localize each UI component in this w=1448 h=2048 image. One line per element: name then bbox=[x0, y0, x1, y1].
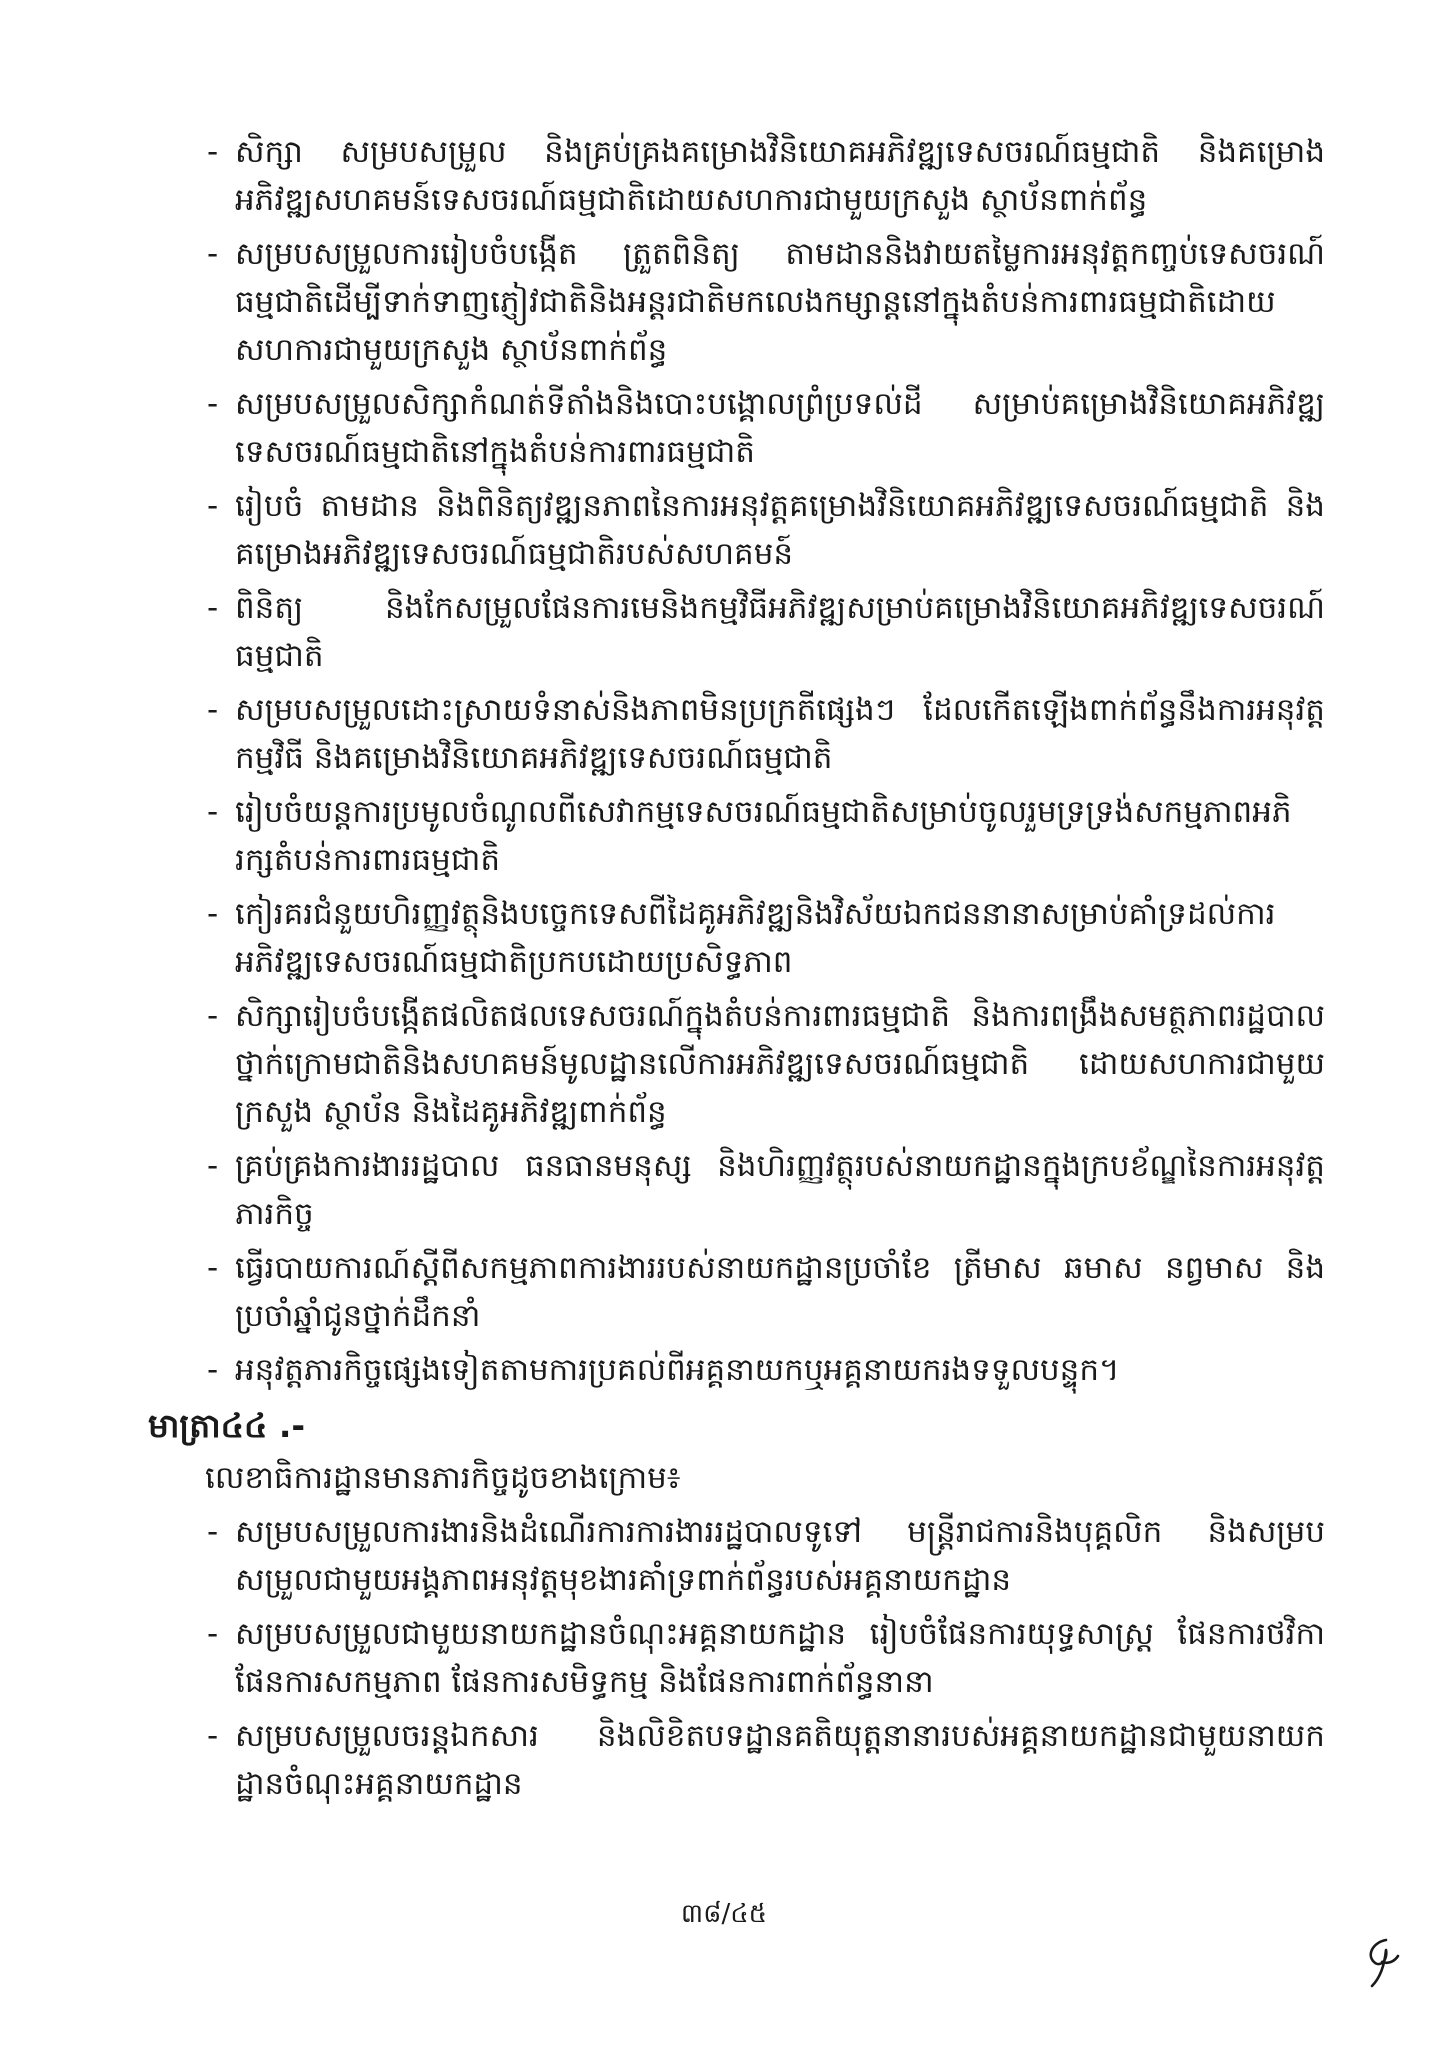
list-item: - រៀបចំយន្តការប្រមូលចំណូលពីសេវាកម្មទេសចរណ៍ធម្មជាតិសម្រាប់ចូលរួមទ្រទ្រង់សកម្មភាពអភិរក្សតំបន់ការពារធម្មជាតិ bbox=[205, 788, 1325, 884]
bullet-list-article bbox=[205, 1508, 1325, 1808]
list-item: - សម្របសម្រួលសិក្សាកំណត់ទីតាំងនិងបោះបង្គោលព្រំប្រទល់ដី សម្រាប់គម្រោងវិនិយោគអភិវឌ្ឍទេសចរណ៍ធម្មជាតិនៅក្នុងតំបន់ការពារធម្មជាតិ bbox=[205, 380, 1325, 476]
list-item: - សម្របសម្រួលជាមួយនាយកដ្ឋានចំណុះអគ្គនាយកដ្ឋាន រៀបចំផែនការយុទ្ធសាស្ត្រ ផែនការថវិកា ផែនការសកម្មភាព ផែនការសមិទ្ធកម្ម និងផែនការពាក់ព័ន្ធនានា bbox=[205, 1610, 1325, 1706]
list-item: - កៀរគរជំនួយហិរញ្ញវត្ថុនិងបច្ចេកទេសពីដៃគូអភិវឌ្ឍនិងវិស័យឯកជននានាសម្រាប់គាំទ្រដល់ការអភិវឌ្ឍទេសចរណ៍ធម្មជាតិប្រកបដោយប្រសិទ្ធភាព bbox=[205, 890, 1325, 986]
document-body bbox=[148, 128, 1325, 1814]
list-item: - ធ្វើរបាយការណ៍ស្ដីពីសកម្មភាពការងាររបស់នាយកដ្ឋានប្រចាំខែ ត្រីមាស ឆមាស នព្វមាស និងប្រចាំឆ្នាំជូនថ្នាក់ដឹកនាំ bbox=[205, 1244, 1325, 1340]
list-item: - សម្របសម្រួលការរៀបចំបង្កើត ត្រួតពិនិត្យ តាមដាននិងវាយតម្លៃការអនុវត្តកញ្ចប់ទេសចរណ៍ធម្មជាតិដើម្បីទាក់ទាញភ្ញៀវជាតិនិងអន្តរជាតិមកលេងកម្សាន្តនៅក្នុងតំបន់ការពារធម្មជាតិដោយសហការជាមួយក្រសួង ស្ថាប័នពាក់ព័ន្ធ bbox=[205, 230, 1325, 374]
list-item: - សិក្សា សម្របសម្រួល និងគ្រប់គ្រងគម្រោងវិនិយោគអភិវឌ្ឍទេសចរណ៍ធម្មជាតិ និងគម្រោងអភិវឌ្ឍសហគមន៍ទេសចរណ៍ធម្មជាតិដោយសហការជាមួយក្រសួង ស្ថាប័នពាក់ព័ន្ធ bbox=[205, 128, 1325, 224]
list-item: - គ្រប់គ្រងការងាររដ្ឋបាល ធនធានមនុស្ស និងហិរញ្ញវត្ថុរបស់នាយកដ្ឋានក្នុងក្របខ័ណ្ឌនៃការអនុវត្តភារកិច្ច bbox=[205, 1142, 1325, 1238]
list-item: - ពិនិត្យ និងកែសម្រួលផែនការមេនិងកម្មវិធីអភិវឌ្ឍសម្រាប់គម្រោងវិនិយោគអភិវឌ្ឍទេសចរណ៍ធម្មជាតិ bbox=[205, 584, 1325, 680]
list-item: - សិក្សារៀបចំបង្កើតផលិតផលទេសចរណ៍ក្នុងតំបន់ការពារធម្មជាតិ និងការពង្រឹងសមត្ថភាពរដ្ឋបាលថ្នាក់ក្រោមជាតិនិងសហគមន៍មូលដ្ឋានលើការអភិវឌ្ឍទេសចរណ៍ធម្មជាតិ ដោយសហការជាមួយក្រសួង ស្ថាប័ន និងដៃគូអភិវឌ្ឍពាក់ព័ន្ធ bbox=[205, 992, 1325, 1136]
list-item: - សម្របសម្រួលដោះស្រាយទំនាស់និងភាពមិនប្រក្រតីផ្សេងៗ ដែលកើតឡើងពាក់ព័ន្ធនឹងការអនុវត្តកម្មវិធី និងគម្រោងវិនិយោគអភិវឌ្ឍទេសចរណ៍ធម្មជាតិ bbox=[205, 686, 1325, 782]
list-item: - សម្របសម្រួលការងារនិងដំណើរការការងាររដ្ឋបាលទូទៅ មន្ត្រីរាជការនិងបុគ្គលិក និងសម្របសម្រួលជាមួយអង្គភាពអនុវត្តមុខងារគាំទ្រពាក់ព័ន្ធរបស់អគ្គនាយកដ្ឋាន bbox=[205, 1508, 1325, 1604]
handwritten-initial-icon bbox=[1356, 1932, 1404, 1992]
list-item: - សម្របសម្រួលចរន្តឯកសារ និងលិខិតបទដ្ឋានគតិយុត្តនានារបស់អគ្គនាយកដ្ឋានជាមួយនាយកដ្ឋានចំណុះអគ្គនាយកដ្ឋាន bbox=[205, 1712, 1325, 1808]
article-intro: លេខាធិការដ្ឋានមានភារកិច្ចដូចខាងក្រោម៖ bbox=[205, 1460, 681, 1496]
article-heading: មាត្រា៤៤ .- bbox=[148, 1406, 306, 1445]
bullet-list-section1 bbox=[205, 128, 1325, 1394]
list-item: - រៀបចំ តាមដាន និងពិនិត្យវឌ្ឍនភាពនៃការអនុវត្តគម្រោងវិនិយោគអភិវឌ្ឍទេសចរណ៍ធម្មជាតិ និងគម្រោងអភិវឌ្ឍទេសចរណ៍ធម្មជាតិរបស់សហគមន៍ bbox=[205, 482, 1325, 578]
list-item: - អនុវត្តភារកិច្ចផ្សេងទៀតតាមការប្រគល់ពីអគ្គនាយកឬអគ្គនាយករងទទួលបន្ទុក។ bbox=[205, 1346, 1325, 1394]
page-number: ៣៨/៤៥ bbox=[680, 1899, 768, 1929]
